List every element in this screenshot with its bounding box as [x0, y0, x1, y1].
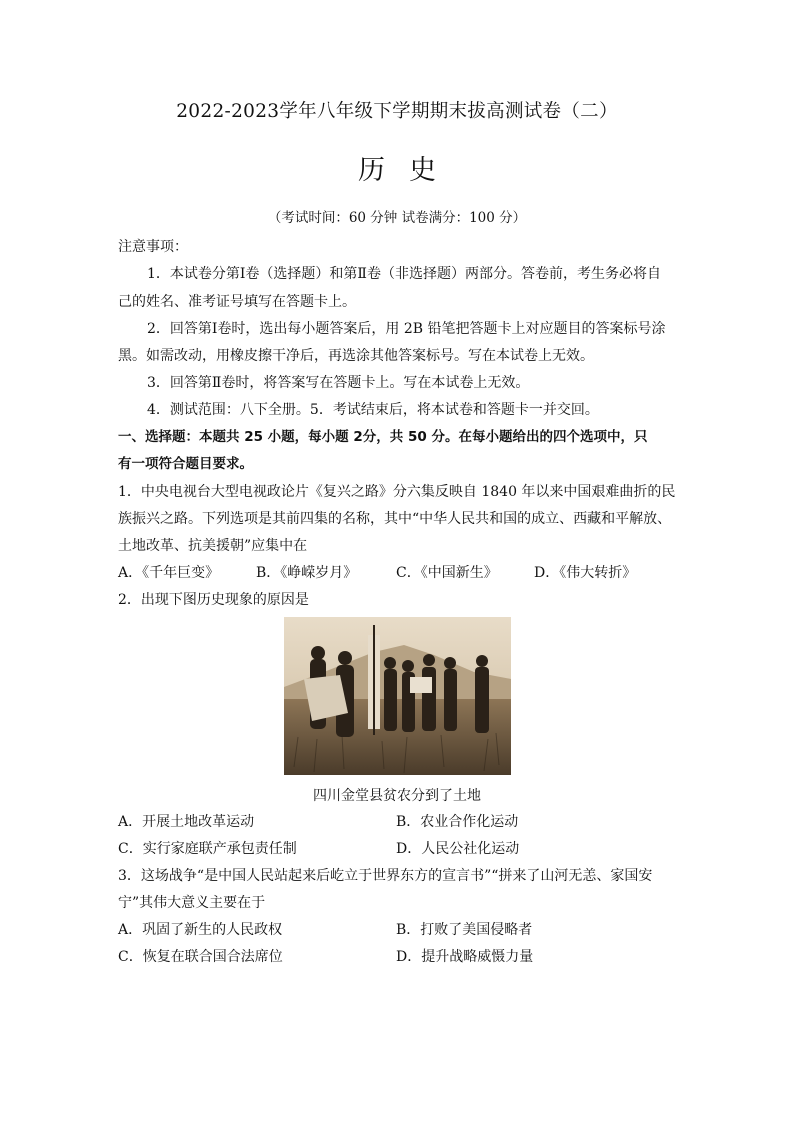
exam-title: 2022-2023学年八年级下学期期末拔高测试卷（二）: [176, 101, 618, 122]
q2-option-b: B．农业合作化运动: [396, 814, 519, 830]
note-2a: 2．回答第Ⅰ卷时，选出每小题答案后，用 2B 铅笔把答题卡上对应题目的答案标号涂: [147, 321, 666, 337]
q1-option-b: B．《峥嵘岁月》: [256, 565, 358, 581]
q2-option-d: D．人民公社化运动: [396, 841, 520, 857]
note-1b: 己的姓名、准考证号填写在答题卡上。: [118, 294, 356, 310]
section-heading-1: 一、选择题：本题共 25 小题，每小题 2分，共 50 分。在每小题给出的四个选项中，只: [118, 429, 648, 445]
note-3: 3．回答第Ⅱ卷时，将答案写在答题卡上。写在本试卷上无效。: [147, 375, 530, 391]
q3-option-a: A．巩固了新生的人民政权: [118, 922, 283, 938]
q2-option-c: C．实行家庭联产承包责任制: [118, 841, 297, 857]
q1-option-d: D．《伟大转折》: [534, 565, 637, 581]
land-reform-photo: [284, 617, 511, 775]
note-4: 4．测试范围：八下全册。5．考试结束后，将本试卷和答题卡一并交回。: [147, 402, 599, 418]
notes-heading: 注意事项：: [118, 239, 188, 255]
note-2b: 黑。如需改动，用橡皮擦干净后，再选涂其他答案标号。写在本试卷上无效。: [118, 348, 594, 364]
q3-option-c: C．恢复在联合国合法席位: [118, 949, 283, 965]
q2-option-a: A．开展土地改革运动: [118, 814, 255, 830]
q1-option-c: C．《中国新生》: [396, 565, 498, 581]
q3-stem-1: 3．这场战争“是中国人民站起来后屹立于世界东方的宣言书”“拼来了山河无恙、家国安: [118, 868, 653, 884]
q3-stem-2: 宁”其伟大意义主要在于: [118, 895, 266, 911]
note-1a: 1．本试卷分第Ⅰ卷（选择题）和第Ⅱ卷（非选择题）两部分。答卷前，考生务必将自: [147, 266, 661, 282]
q1-stem-3: 土地改革、抗美援朝”应集中在: [118, 538, 308, 554]
q1-stem-1: 1．中央电视台大型电视政论片《复兴之路》分六集反映自 1840 年以来中国艰难曲折的民: [118, 484, 676, 500]
q3-option-b: B．打败了美国侵略者: [396, 922, 533, 938]
section-heading-2: 有一项符合题目要求。: [118, 456, 253, 472]
q2-stem: 2．出现下图历史现象的原因是: [118, 592, 309, 608]
subject-title: 历史: [358, 155, 460, 186]
photo-caption: 四川金堂县贫农分到了土地: [313, 788, 481, 804]
q1-stem-2: 族振兴之路。下列选项是其前四集的名称，其中“中华人民共和国的成立、西藏和平解放、: [118, 511, 672, 527]
exam-meta: （考试时间：60 分钟 试卷满分：100 分）: [267, 210, 527, 226]
q1-option-a: A．《千年巨变》: [118, 565, 220, 581]
q3-option-d: D．提升战略威慑力量: [396, 949, 534, 965]
